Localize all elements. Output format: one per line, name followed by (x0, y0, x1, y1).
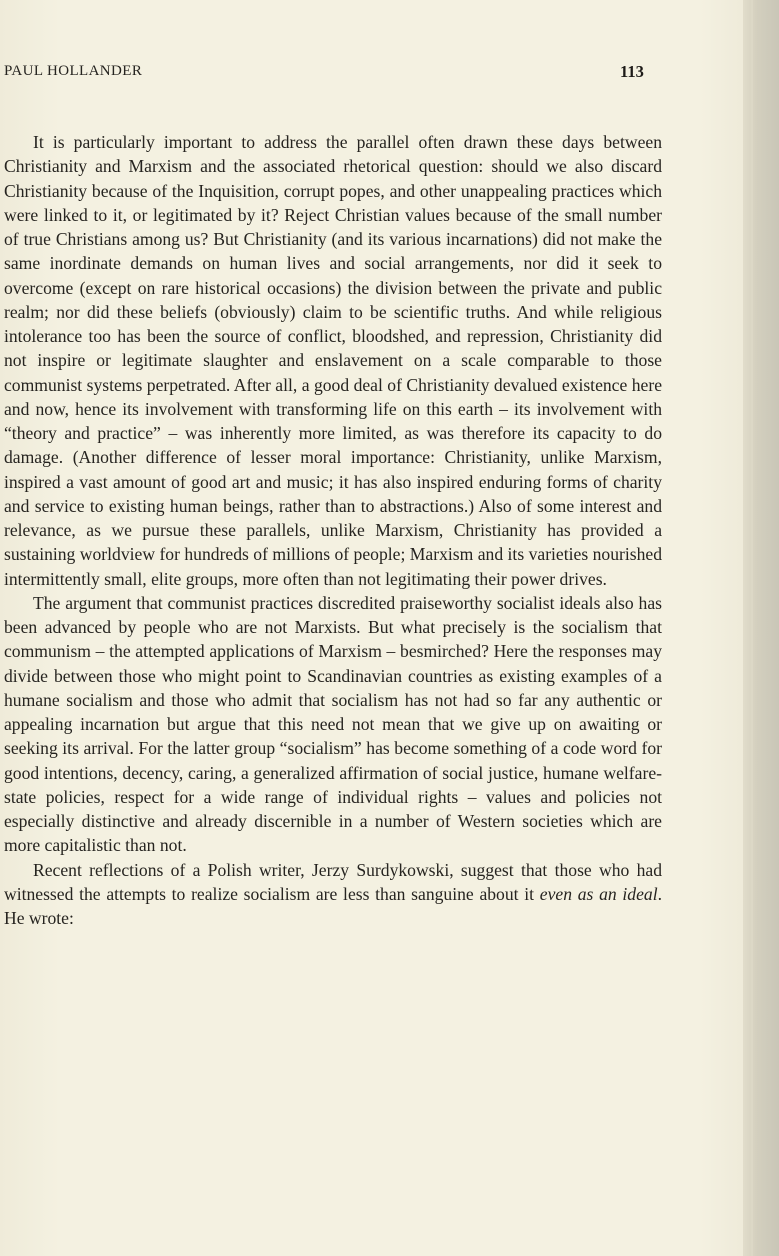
paragraph-1: It is particularly important to address the parallel often drawn these days between Christianity and Marxism and the associated rhetorical question: should we also discard Christianity because of the Inquisition, corrupt popes, and other unappealing practices which were linked to it, or legitimated by it? Reject Christian values because of the small number of true Christians among us? But Christianity (and its various incarnations) did not make the same inordinate demands on human lives and social arrangements, nor did it seek to overcome (except on rare historical occasions) the division between the private and public realm; nor did these beliefs (obviously) claim to be scientific truths. And while religious intolerance too has been the source of conflict, bloodshed, and repression, Christianity did not inspire or legitimate slaughter and enslavement on a scale comparable to those communist systems perpetrated. After all, a good deal of Christianity devalued existence here and now, hence its involvement with transforming life on this earth – its involvement with “theory and practice” – was inherently more limited, as was therefore its capacity to do damage. (Another difference of lesser moral importance: Christianity, unlike Marxism, inspired a vast amount of good art and music; it has also inspired enduring forms of charity and service to existing human beings, rather than to abstractions.) Also of some interest and relevance, as we pursue these parallels, unlike Marxism, Christianity has provided a sustaining worldview for hundreds of millions of people; Marxism and its varieties nourished intermittently small, elite groups, more often than not legitimating their power drives. (4, 132, 662, 589)
book-spine-shadow (743, 0, 779, 1256)
body-text (4, 130, 662, 930)
paragraph-3-text-before: Recent reflections of a Polish writer, Jerzy Surdykowski, suggest that those who had witnessed the attempts to realize socialism are less than sanguine about it (4, 859, 662, 904)
paragraph-2: The argument that communist practices discredited praiseworthy socialist ideals also has been advanced by people who are not Marxists. But what precisely is the socialism that communism – the attempted applications of Marxism – besmirched? Here the responses may divide between those who might point to Scandinavian countries as existing examples of a humane socialism and those who admit that socialism has not had so far any authentic or appealing incarnation but argue that this need not mean that we give up on awaiting or seeking its arrival. For the latter group “socialism” has become something of a code word for good intentions, decency, caring, a generalized affirmation of social justice, humane welfare-state policies, respect for a wide range of individual rights – values and policies not especially distinctive and already discernible in a number of Western societies which are more capitalistic than not. (4, 592, 662, 856)
paragraph-3 (4, 858, 662, 931)
paragraph-3-emphasis: even as an ideal (539, 883, 658, 904)
page-number: 113 (620, 62, 644, 81)
running-head: PAUL HOLLANDER (4, 63, 143, 79)
paragraph-3-text-after: . He wrote: (4, 883, 662, 928)
